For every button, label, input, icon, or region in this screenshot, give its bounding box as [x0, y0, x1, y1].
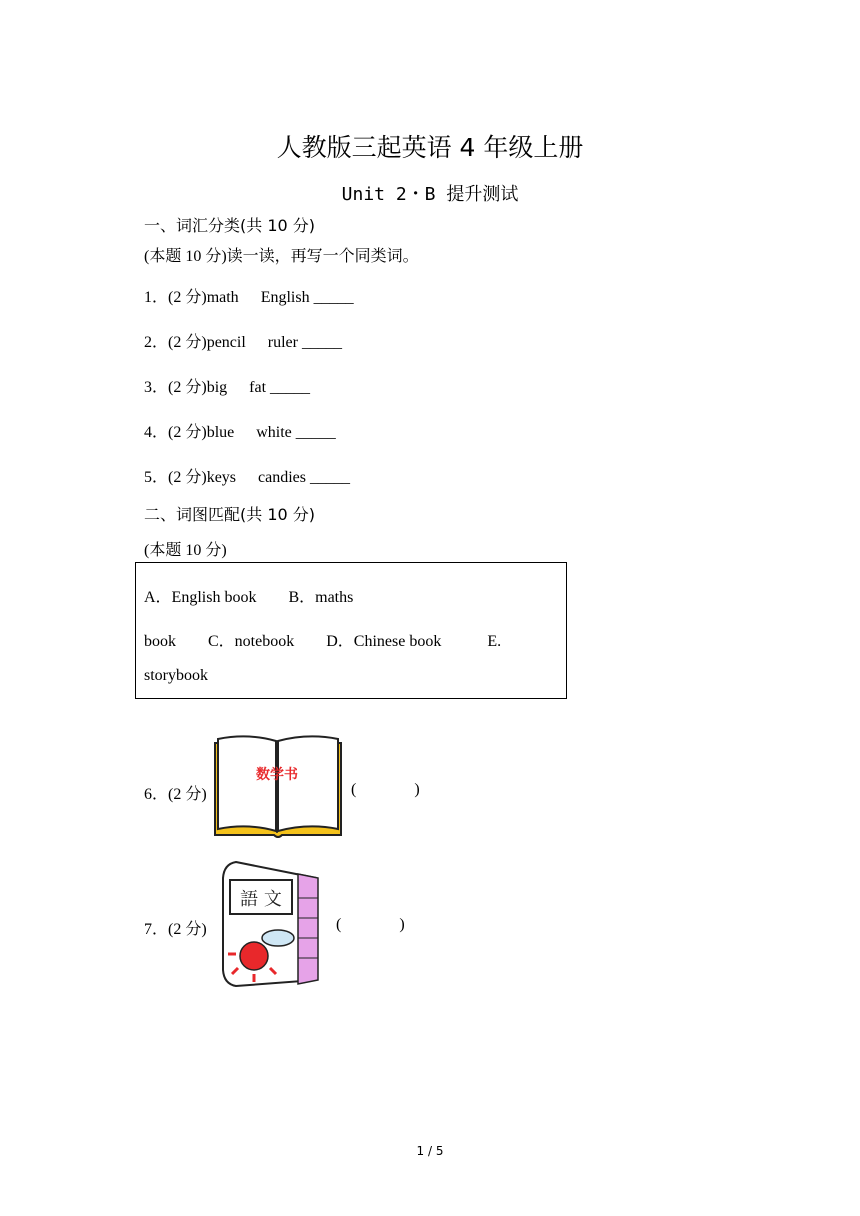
document-subtitle: Unit 2・B 提升测试 [341, 184, 519, 205]
word-1: keys [206, 469, 237, 486]
option-b-cont: book [144, 633, 176, 650]
question-number: 5． [144, 469, 169, 486]
word-2: white [256, 424, 292, 441]
section2-instruction: (本题 10 分) [144, 542, 227, 559]
option-e: E. [487, 633, 502, 650]
question-3 [144, 374, 310, 397]
question-number: 4． [144, 424, 169, 441]
question-2 [144, 329, 342, 352]
option-e-cont: storybook [144, 667, 208, 684]
question-number: 7． [144, 921, 169, 938]
option-b: B．maths [288, 589, 354, 606]
question-score: (2 分) [168, 424, 207, 441]
question-number: 6． [144, 786, 169, 803]
answer-paren-7: ( ) [336, 916, 405, 933]
question-score: (2 分) [168, 921, 207, 938]
question-6 [144, 781, 207, 804]
option-c: C．notebook [208, 633, 295, 650]
maths-book-image [212, 735, 344, 841]
word-1: pencil [206, 334, 246, 351]
maths-book-label: 数学书 [256, 767, 298, 783]
question-5 [144, 464, 350, 487]
question-number: 1． [144, 289, 169, 306]
word-2: candies [258, 469, 306, 486]
answer-blank: _____ [270, 379, 311, 396]
answer-blank: _____ [301, 334, 342, 351]
document-title: 人教版三起英语 4 年级上册 [276, 133, 584, 162]
question-number: 3． [144, 379, 169, 396]
word-2: English [260, 289, 310, 306]
question-score: (2 分) [168, 334, 207, 351]
answer-blank: _____ [295, 424, 336, 441]
question-1 [144, 284, 354, 307]
question-7 [144, 916, 207, 939]
question-4 [144, 419, 336, 442]
question-score: (2 分) [168, 379, 207, 396]
question-score: (2 分) [168, 469, 207, 486]
chinese-book-label: 語 文 [240, 889, 282, 910]
chinese-book-image [218, 858, 324, 992]
word-1: big [206, 379, 228, 396]
word-2: ruler [267, 334, 298, 351]
option-d: D．Chinese book [326, 633, 442, 650]
answer-blank: _____ [313, 289, 354, 306]
section2-heading: 二、词图匹配(共 10 分) [144, 505, 316, 524]
question-number: 2． [144, 334, 169, 351]
options-line-2 [144, 628, 501, 651]
word-2: fat [249, 379, 267, 396]
question-score: (2 分) [168, 289, 207, 306]
word-1: math [206, 289, 239, 306]
options-line-1 [144, 584, 353, 607]
answer-blank: _____ [310, 469, 350, 486]
page-number: 1 / 5 [416, 1144, 444, 1158]
question-score: (2 分) [168, 786, 207, 803]
answer-paren-6: ( ) [351, 781, 420, 798]
word-1: blue [206, 424, 235, 441]
option-a: A．English book [144, 589, 257, 606]
section1-instruction: (本题 10 分)读一读，再写一个同类词。 [144, 248, 419, 265]
section1-heading: 一、词汇分类(共 10 分) [144, 216, 316, 235]
